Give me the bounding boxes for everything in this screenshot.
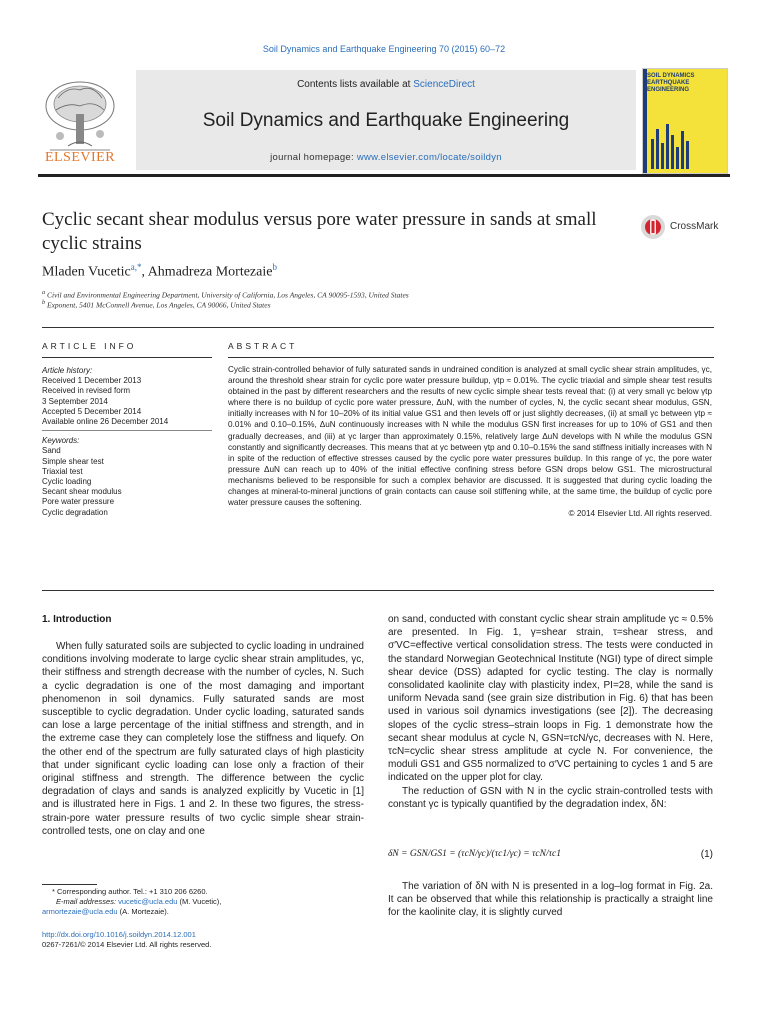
email-vucetic-name: (M. Vucetic), (177, 897, 222, 906)
abstract-body (228, 364, 712, 519)
issn-line: 0267-7261/© 2014 Elsevier Ltd. All rights reserved. (42, 940, 212, 949)
article-info-heading: ARTICLE INFO (42, 341, 137, 351)
contents-line (136, 79, 636, 90)
affil-a-mark: a (42, 289, 46, 296)
abstract-heading: ABSTRACT (228, 341, 298, 351)
contents-prefix: Contents lists available at (297, 79, 414, 90)
crossmark-badge[interactable] (640, 214, 720, 240)
author-mortezaie[interactable]: Ahmadreza Mortezaie (147, 264, 273, 280)
author-vucetic[interactable]: Mladen Vucetic (42, 264, 131, 280)
intro-left-column: When fully saturated soils are subjected to cyclic loading in undrained conditions involving moderate to large cyclic shear strain amplitudes, γc, their stiffness and strength decrease with the number of cycles, N. Such a cyclic degradation is one of the most damaging and important phenomenon in soil dynamics. Fully saturated sands are most susceptible to cyclic degradation. Under cyclic loading, saturated sands can lose a large percentage of the initial stiffness and strength, and in the extreme case they can completely lose the stiffness and liquefy. On the other end of the spectrum are fully saturated clays of high plasticity that under significant cyclic loading can lose only a fraction of their original stiffness and strength. The difference between the cyclic degradation of clays and sands is analyzed explicitly by Vucetic in [1] and is illustrated here in Figs. 1 and 2. In these two figures, the stress-strain-pore water pressure results of two cyclic simple shear strain-controlled tests, one on clay and one (42, 641, 364, 837)
keyword: Cyclic loading (42, 477, 92, 487)
journal-citation[interactable]: Soil Dynamics and Earthquake Engineering 70 (2015) 60–72 (262, 44, 506, 54)
email-note-cont (42, 907, 372, 917)
abstract-end-rule (42, 590, 714, 591)
history-item: Received 1 December 2013 (42, 376, 142, 386)
journal-cover-thumbnail[interactable] (642, 68, 728, 174)
article-info-rule (42, 357, 212, 358)
equation-number: (1) (700, 849, 713, 860)
crossmark-icon (640, 214, 666, 240)
affil-a-text: Civil and Environmental Engineering Department, University of California, Los Angeles, CA 90095-1593, United States (47, 290, 409, 300)
abstract-rule (228, 357, 714, 358)
keywords-label: Keywords: (42, 436, 80, 446)
author-separator: , (141, 264, 148, 280)
homepage-link[interactable]: www.elsevier.com/locate/soildyn (356, 152, 502, 163)
intro-right-column (388, 613, 713, 811)
author-list (42, 262, 277, 281)
history-item: Available online 26 December 2014 (42, 417, 169, 427)
email-mortezaie-link[interactable]: armortezaie@ucla.edu (42, 907, 118, 916)
abstract-paragraph: Cyclic strain-controlled behavior of fully saturated sands in undrained condition is analyzed at small cyclic shear strain amplitudes, γc, around the threshold shear strain for cyclic pore water pressure buildup, γtp ≈ 0.01%. The cyclic triaxial and simple shear test results obtained in the past by different researchers and the results of new cyclic simple shear tests reveal that: (i) at very small γc below γtp where there is no buildup of cyclic pore water pressure, ΔuN, with the number of cycles, N, the cyclic secant shear modulus, GSN, initially increases with N for 10–20% of its initial value GS1 and then levels off or just slightly decreases, (ii) at small γc between γtp ≈ 0.01% and 0.10–0.15%, ΔuN continuously increases with N while the modulus GSN first increases for up to 10% of GS1 and then gradually decreases, and (iii) at γc larger than approximately 0.15%, relatively large ΔuN develops with N while the modulus GSN constantly and significantly decreases. This means that at γc between γtp and 0.10–0.15% the sand stiffness initially increases with N in spite of the reduction of effective stresses caused by the cyclic pore water pressures buildup. In this range of γc, the pore water pressure ΔuN can reach up to 40% of the initial effective confining stress before GSN drops below GS1. The microstructural mechanisms believed to be responsible for such a complex behavior are discussed. It is suggested that during cyclic loading the changes at mineral-to-mineral junctions of grain contacts can cause soil stiffening while, at the same time, the buildup of cyclic pore water pressure causes the softening. (228, 365, 712, 508)
cover-title: SOIL DYNAMICS EARTHQUAKE ENGINEERING (647, 73, 695, 93)
intro-paragraph-continued: on sand, conducted with constant cyclic shear strain amplitude γc ≈ 0.5% are presented. In Fig. 1, γ=shear strain, τ=shear stress, and σ′VC=effective vertical consolidation stress. The tests were conducted in the standard Norwegian Geotechnical Institute (NGI) type of direct simple shear device (DSS) adapted for cyclic testing. The clay is normally consolidated kaolinite clay with plasticity index, PI=28, while the sand is uniform Nevada sand (see grain size distribution in Fig. 6) that has been used in various soil dynamics investigations (see [2]). The decreasing slopes of the cyclic stress–strain loops in Fig. 1 demonstrate how the secant shear modulus at cycle N, GSN=τcN/γc, decreases with N. Here, τcN=cyclic shear stress amplitude at cycle N. For convenience, the moduli GS1 and GS5 normalized to σ′VC pertaining to cycles 1 and 5 are indicated on the upper plot for clay. (388, 614, 713, 784)
article-info (42, 366, 212, 518)
journal-masthead (38, 68, 730, 174)
sciencedirect-link[interactable]: ScienceDirect (413, 79, 475, 90)
intro-right-column-after-equation: The variation of δN with N is presented in a log–log format in Fig. 2a. It can be observed that while this relationship is practically a straight line for the kaolinite clay, it is slightly curved (388, 881, 713, 919)
keyword: Cyclic degradation (42, 507, 108, 517)
history-label: Article history: (42, 366, 93, 375)
masthead-banner (136, 70, 636, 170)
doi-block (42, 930, 211, 950)
equation-1 (388, 840, 713, 870)
cover-graph-art (643, 69, 728, 174)
article-title: Cyclic secant shear modulus versus pore water pressure in sands at small cyclic strains (42, 209, 597, 254)
elsevier-wordmark: ELSEVIER (44, 150, 116, 165)
keyword: Pore water pressure (42, 497, 115, 507)
history-item: 3 September 2014 (42, 396, 108, 406)
doi-link[interactable]: http://dx.doi.org/10.1016/j.soildyn.2014.12.001 (42, 930, 196, 939)
email-label: E-mail addresses: (56, 897, 119, 906)
keyword: Simple shear test (42, 456, 104, 466)
affil-b-mark: b (42, 299, 46, 306)
history-item: Received in revised form (42, 386, 131, 396)
email-note (42, 897, 372, 907)
corresponding-author-note: * Corresponding author. Tel.: +1 310 206 6260. (52, 887, 208, 896)
abstract-copyright: © 2014 Elsevier Ltd. All rights reserved. (568, 509, 712, 519)
email-vucetic-link[interactable]: vucetic@ucla.edu (118, 897, 178, 906)
homepage-prefix: journal homepage: (270, 152, 357, 163)
keyword: Sand (42, 446, 61, 456)
email-mortezaie-name: (A. Mortezaie). (117, 907, 169, 916)
crossmark-label: CrossMark (670, 221, 719, 232)
intro-paragraph-degradation: The reduction of GSN with N in the cyclic strain-controlled tests with constant γc is typically quantified by the degradation index, δN: (388, 785, 713, 810)
keyword: Secant shear modulus (42, 487, 122, 497)
keywords-rule (42, 430, 212, 431)
journal-name: Soil Dynamics and Earthquake Engineering (202, 110, 570, 131)
author-mortezaie-affil-mark[interactable]: b (272, 262, 277, 272)
keyword: Triaxial test (42, 466, 83, 476)
affiliation-b (42, 299, 271, 310)
history-item: Accepted 5 December 2014 (42, 406, 142, 416)
author-vucetic-affil-mark[interactable]: a,* (130, 262, 142, 272)
homepage-line (136, 152, 636, 163)
masthead-rule (38, 174, 730, 177)
footnote-rule (42, 884, 97, 885)
affil-b-text: Exponent, 5401 McConnell Avenue, Los Angeles, CA 90066, United States (47, 300, 271, 310)
footnotes (42, 887, 372, 917)
equation-body: δN = GSN/GS1 = (τcN/γc)/(τc1/γc) = τcN/τc1 (388, 849, 561, 859)
affiliation-rule (42, 327, 714, 328)
affiliation-a (42, 289, 409, 300)
section-heading-introduction: 1. Introduction (42, 614, 112, 625)
